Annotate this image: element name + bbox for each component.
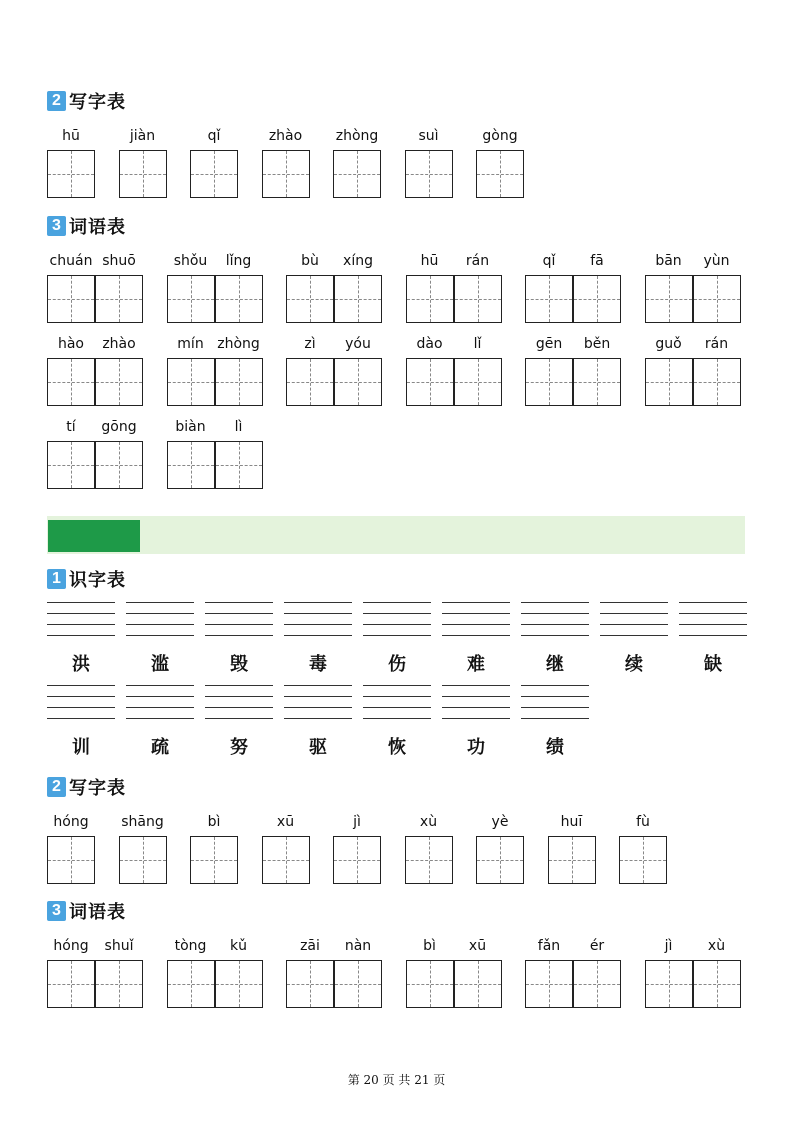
writing-guide-line — [284, 602, 352, 603]
writing-guide-line — [521, 685, 589, 686]
writing-guide-line — [363, 602, 431, 603]
writing-guide-line — [600, 613, 668, 614]
pinyin-label: shuǐ — [104, 938, 134, 954]
pinyin-label: xù — [707, 938, 726, 954]
tian-grid-box — [333, 150, 381, 198]
writing-guide-line — [205, 624, 273, 625]
pinyin-label: xū — [468, 938, 487, 954]
pinyin-label: rán — [704, 336, 729, 352]
tian-grid-box — [119, 150, 167, 198]
pinyin-label: hóng — [53, 814, 89, 830]
writing-guide-line — [363, 624, 431, 625]
pinyin-label: yùn — [703, 253, 730, 269]
writing-guide-line — [126, 613, 194, 614]
writing-guide-line — [442, 685, 510, 686]
lesson-title — [140, 516, 620, 554]
writing-guide-line — [363, 707, 431, 708]
writing-guide-line — [284, 685, 352, 686]
writing-guide-line — [363, 718, 431, 719]
tian-grid-box — [215, 960, 263, 1008]
writing-guide-line — [205, 602, 273, 603]
tian-grid-box — [262, 150, 310, 198]
section-label: 写字表 — [69, 92, 126, 113]
writing-guide-line — [521, 635, 589, 636]
section-write-title-2 — [47, 776, 126, 798]
tian-grid-box — [645, 960, 693, 1008]
writing-guide-line — [284, 707, 352, 708]
pinyin-label: zhào — [268, 128, 303, 144]
tian-grid-box — [215, 441, 263, 489]
writing-guide-line — [47, 602, 115, 603]
tian-grid-box — [47, 275, 95, 323]
writing-guide-line — [442, 602, 510, 603]
writing-guide-line — [442, 624, 510, 625]
pinyin-label: bān — [655, 253, 682, 269]
tian-grid-box — [215, 275, 263, 323]
tian-grid-box — [476, 836, 524, 884]
writing-guide-line — [363, 685, 431, 686]
tian-grid-box — [167, 960, 215, 1008]
tian-grid-box — [47, 960, 95, 1008]
pinyin-label: ér — [589, 938, 605, 954]
tian-grid-box — [454, 960, 502, 1008]
pinyin-label: mín — [177, 336, 204, 352]
pinyin-label: lǐ — [473, 336, 482, 352]
section-label: 写字表 — [69, 778, 126, 799]
writing-guide-line — [126, 707, 194, 708]
recognition-character: 驱 — [309, 737, 327, 758]
tian-grid-box — [333, 836, 381, 884]
tian-grid-box — [47, 150, 95, 198]
writing-guide-line — [205, 635, 273, 636]
tian-grid-box — [190, 836, 238, 884]
tian-grid-box — [190, 150, 238, 198]
writing-guide-line — [521, 602, 589, 603]
section-read-title — [47, 568, 126, 590]
recognition-character: 继 — [546, 654, 564, 675]
tian-grid-box — [215, 358, 263, 406]
pinyin-label: bì — [207, 814, 221, 830]
recognition-character: 训 — [72, 737, 90, 758]
tian-grid-box — [47, 358, 95, 406]
writing-guide-line — [47, 685, 115, 686]
pinyin-label: bì — [423, 938, 436, 954]
writing-guide-line — [442, 718, 510, 719]
pinyin-label: nàn — [344, 938, 372, 954]
pinyin-label: běn — [583, 336, 611, 352]
writing-guide-line — [679, 613, 747, 614]
recognition-character: 功 — [467, 737, 485, 758]
writing-guide-line — [126, 602, 194, 603]
tian-grid-box — [476, 150, 524, 198]
pinyin-label: qǐ — [542, 253, 556, 269]
writing-guide-line — [600, 602, 668, 603]
tian-grid-box — [525, 960, 573, 1008]
writing-guide-line — [205, 685, 273, 686]
tian-grid-box — [548, 836, 596, 884]
tian-grid-box — [405, 836, 453, 884]
pinyin-label: tí — [66, 419, 76, 435]
writing-guide-line — [600, 635, 668, 636]
recognition-character: 伤 — [388, 654, 406, 675]
pinyin-label: lì — [234, 419, 243, 435]
pinyin-label: hào — [57, 336, 85, 352]
pinyin-label: yóu — [345, 336, 371, 352]
tian-grid-box — [286, 358, 334, 406]
writing-guide-line — [47, 707, 115, 708]
pinyin-label: bù — [301, 253, 319, 269]
writing-guide-line — [284, 613, 352, 614]
tian-grid-box — [95, 960, 143, 1008]
writing-guide-line — [521, 613, 589, 614]
section-number-badge: 1 — [47, 569, 66, 589]
writing-guide-line — [442, 696, 510, 697]
tian-grid-box — [645, 358, 693, 406]
pinyin-label: rán — [465, 253, 490, 269]
section-write-title — [47, 90, 126, 112]
writing-guide-line — [363, 635, 431, 636]
writing-guide-line — [284, 696, 352, 697]
writing-guide-line — [205, 718, 273, 719]
tian-grid-box — [262, 836, 310, 884]
tian-grid-box — [167, 441, 215, 489]
pinyin-label: hóng — [53, 938, 89, 954]
writing-guide-line — [126, 718, 194, 719]
pinyin-label: hū — [62, 128, 80, 144]
tian-grid-box — [334, 960, 382, 1008]
section-number-badge: 2 — [47, 91, 66, 111]
unit-label — [48, 520, 140, 552]
pinyin-label: gōng — [101, 419, 137, 435]
writing-guide-line — [521, 624, 589, 625]
recognition-character: 毁 — [230, 654, 248, 675]
recognition-character: 续 — [625, 654, 643, 675]
pinyin-label: zhòng — [217, 336, 260, 352]
writing-guide-line — [47, 613, 115, 614]
tian-grid-box — [573, 275, 621, 323]
recognition-character: 难 — [467, 654, 485, 675]
writing-guide-line — [205, 613, 273, 614]
recognition-character: 缺 — [704, 654, 722, 675]
pinyin-label: shāng — [121, 814, 164, 830]
writing-guide-line — [47, 624, 115, 625]
tian-grid-box — [406, 960, 454, 1008]
section-number-badge: 3 — [47, 901, 66, 921]
writing-guide-line — [442, 613, 510, 614]
tian-grid-box — [406, 358, 454, 406]
pinyin-label: shǒu — [173, 253, 208, 269]
tian-grid-box — [95, 358, 143, 406]
recognition-character: 疏 — [151, 737, 169, 758]
tian-grid-box — [95, 275, 143, 323]
pinyin-label: guǒ — [655, 336, 682, 352]
pinyin-label: zhào — [102, 336, 136, 352]
pinyin-label: zhòng — [335, 128, 379, 144]
pinyin-label: lǐng — [225, 253, 252, 269]
pinyin-label: qǐ — [207, 128, 221, 144]
writing-guide-line — [126, 624, 194, 625]
tian-grid-box — [119, 836, 167, 884]
tian-grid-box — [693, 960, 741, 1008]
section-number-badge: 2 — [47, 777, 66, 797]
recognition-character: 洪 — [72, 654, 90, 675]
writing-guide-line — [442, 707, 510, 708]
tian-grid-box — [47, 836, 95, 884]
section-number-badge: 3 — [47, 216, 66, 236]
tian-grid-box — [693, 275, 741, 323]
tian-grid-box — [334, 358, 382, 406]
writing-guide-line — [47, 696, 115, 697]
tian-grid-box — [525, 358, 573, 406]
pinyin-label: kǔ — [230, 938, 247, 954]
pinyin-label: fā — [590, 253, 604, 269]
writing-guide-line — [126, 696, 194, 697]
section-words-title — [47, 215, 126, 237]
pinyin-label: huī — [560, 814, 583, 830]
writing-guide-line — [679, 624, 747, 625]
tian-grid-box — [286, 960, 334, 1008]
tian-grid-box — [406, 275, 454, 323]
recognition-character: 努 — [230, 737, 248, 758]
tian-grid-box — [573, 960, 621, 1008]
tian-grid-box — [405, 150, 453, 198]
pinyin-label: biàn — [175, 419, 206, 435]
writing-guide-line — [363, 696, 431, 697]
tian-grid-box — [454, 358, 502, 406]
pinyin-label: hū — [420, 253, 439, 269]
writing-guide-line — [205, 696, 273, 697]
pinyin-label: xíng — [343, 253, 373, 269]
tian-grid-box — [95, 441, 143, 489]
pinyin-label: zāi — [300, 938, 320, 954]
writing-guide-line — [521, 718, 589, 719]
pinyin-label: xū — [276, 814, 295, 830]
tian-grid-box — [334, 275, 382, 323]
tian-grid-box — [286, 275, 334, 323]
pinyin-label: fù — [636, 814, 650, 830]
tian-grid-box — [167, 275, 215, 323]
pinyin-label: tòng — [174, 938, 207, 954]
writing-guide-line — [521, 696, 589, 697]
section-words-title-2 — [47, 900, 126, 922]
writing-guide-line — [284, 635, 352, 636]
tian-grid-box — [454, 275, 502, 323]
pinyin-label: zì — [304, 336, 316, 352]
pinyin-label: yè — [491, 814, 509, 830]
pinyin-label: chuán — [49, 253, 93, 269]
writing-guide-line — [600, 624, 668, 625]
section-label: 词语表 — [69, 902, 126, 923]
pinyin-label: jì — [353, 814, 361, 830]
tian-grid-box — [645, 275, 693, 323]
writing-guide-line — [363, 613, 431, 614]
tian-grid-box — [573, 358, 621, 406]
pinyin-label: xù — [419, 814, 438, 830]
tian-grid-box — [619, 836, 667, 884]
section-label: 识字表 — [69, 570, 126, 591]
pinyin-label: shuō — [102, 253, 136, 269]
writing-guide-line — [205, 707, 273, 708]
writing-guide-line — [679, 635, 747, 636]
recognition-character: 绩 — [546, 737, 564, 758]
writing-guide-line — [679, 602, 747, 603]
pinyin-label: fǎn — [537, 938, 561, 954]
recognition-character: 恢 — [388, 737, 406, 758]
section-label: 词语表 — [69, 217, 126, 238]
pinyin-label: gòng — [482, 128, 518, 144]
pinyin-label: suì — [418, 128, 439, 144]
pinyin-label: jì — [664, 938, 673, 954]
writing-guide-line — [284, 624, 352, 625]
tian-grid-box — [693, 358, 741, 406]
tian-grid-box — [167, 358, 215, 406]
writing-guide-line — [284, 718, 352, 719]
pinyin-label: gēn — [535, 336, 563, 352]
writing-guide-line — [126, 635, 194, 636]
recognition-character: 毒 — [309, 654, 327, 675]
writing-guide-line — [47, 718, 115, 719]
writing-guide-line — [521, 707, 589, 708]
tian-grid-box — [525, 275, 573, 323]
writing-guide-line — [442, 635, 510, 636]
pinyin-label: jiàn — [129, 128, 156, 144]
writing-guide-line — [47, 635, 115, 636]
pinyin-label: dào — [416, 336, 443, 352]
recognition-character: 滥 — [151, 654, 169, 675]
writing-guide-line — [126, 685, 194, 686]
page-footer: 第 20 页 共 21 页 — [347, 1073, 446, 1087]
tian-grid-box — [47, 441, 95, 489]
